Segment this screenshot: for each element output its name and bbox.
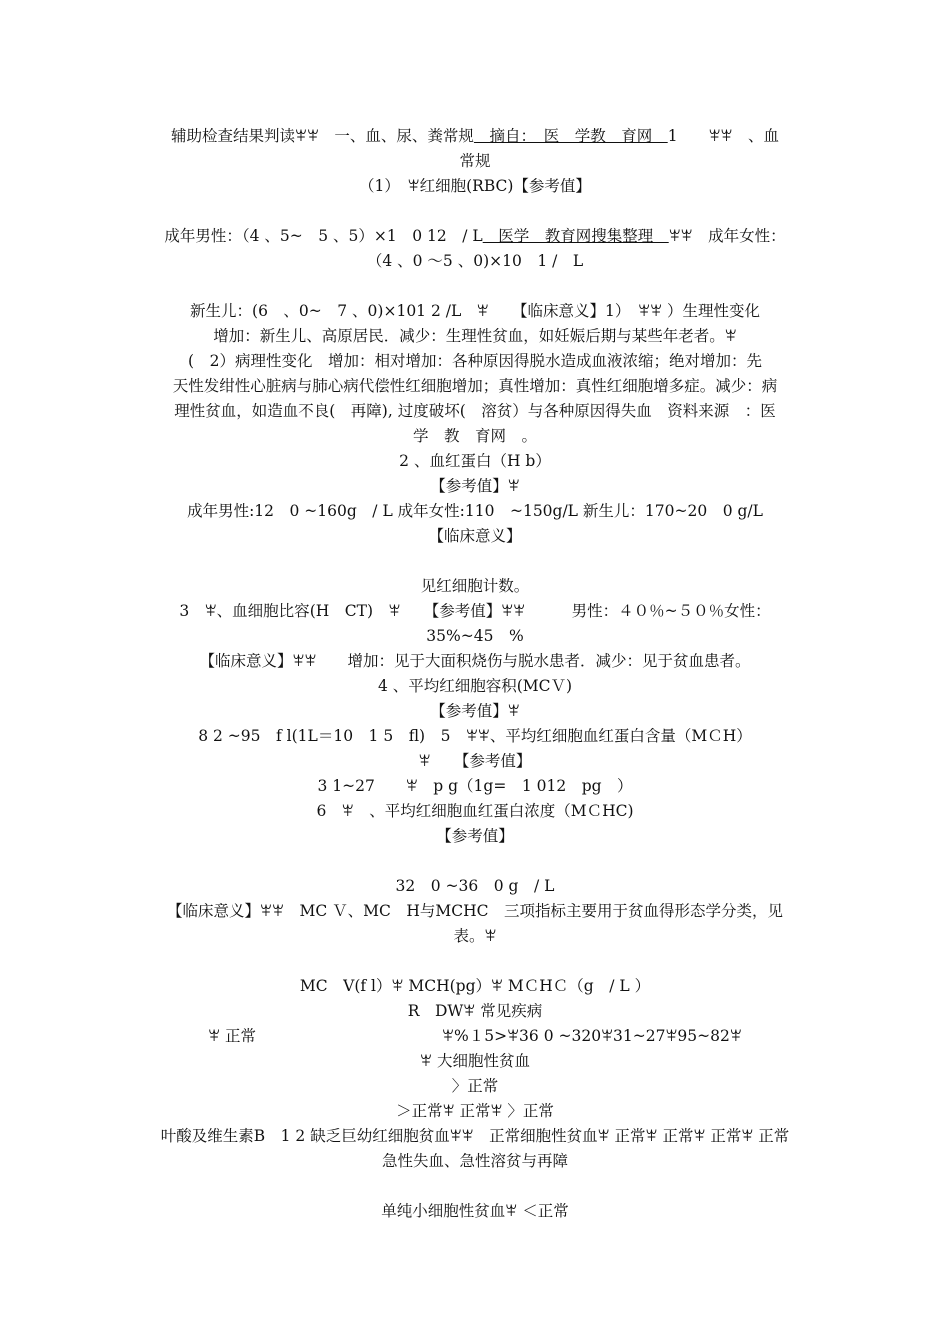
line-text: 6 ꕽ 、平均红细胞血红蛋白浓度（MＣHC) bbox=[316, 802, 634, 820]
line-text: 成年男性:12 0 ~160g / L 成年女性:110 ~150g/L 新生儿：170~20 0 g/L bbox=[187, 502, 763, 520]
line-text: 〉正常 bbox=[451, 1077, 499, 1095]
text-line-8 bbox=[140, 349, 810, 374]
text-line-30 bbox=[140, 974, 810, 999]
line-text: 学 教 育网 。 bbox=[412, 427, 537, 445]
text-line-14 bbox=[140, 499, 810, 524]
underlined-source-note: 医学 教育网搜集整理 bbox=[482, 227, 669, 245]
text-line-4 bbox=[140, 224, 810, 249]
underlined-source-note: 摘自： 医 学教 育网 bbox=[473, 127, 668, 145]
line-text-tail: ꕽꕽ 成年女性： bbox=[668, 227, 786, 245]
text-line-3 bbox=[140, 174, 810, 199]
text-line-29 bbox=[140, 924, 810, 949]
line-text: 3 1~27 ꕽ p g（1g= 1 012 pg ） bbox=[317, 777, 633, 795]
line-text: ꕽ 大细胞性贫血 bbox=[420, 1052, 530, 1070]
line-text: 见红细胞计数。 bbox=[420, 577, 530, 595]
text-line-34 bbox=[140, 1074, 810, 1099]
line-text: 新生儿：(6 、0~ 7 、0)×101 2 /L ꕽ 【临床意义】1） ꕽꕽ ）生理性变化 bbox=[190, 302, 760, 320]
text-line-12 bbox=[140, 449, 810, 474]
line-text: 增加：新生儿、高原居民．减少：生理性贫血，如妊娠后期与某些年老者。ꕽ bbox=[213, 327, 737, 345]
line-text: 【参考值】ꕽ bbox=[430, 477, 520, 495]
line-text: ꕽ 正常 ꕽ%１5>ꕽ36 0 ~320ꕽ31~27ꕽ95~82ꕽ bbox=[208, 1027, 742, 1045]
text-line-25 bbox=[140, 799, 810, 824]
line-text: 3 ꕽ、血细胞比容(H CT) ꕽ 【参考值】ꕽꕽ 男性：４０％~５０％女性： bbox=[179, 602, 771, 620]
line-text: 2 、血红蛋白（H b） bbox=[399, 452, 551, 470]
text-line-19 bbox=[140, 649, 810, 674]
text-line-33 bbox=[140, 1049, 810, 1074]
line-text: MC V(f l）ꕽ MCH(pg）ꕽ MＣHＣ（g / L ） bbox=[299, 977, 651, 995]
text-line-9 bbox=[140, 374, 810, 399]
text-line-13 bbox=[140, 474, 810, 499]
text-line-7 bbox=[140, 324, 810, 349]
line-text: 【临床意义】 bbox=[428, 527, 522, 545]
text-line-27 bbox=[140, 874, 810, 899]
line-text: 天性发绀性心脏病与肺心病代偿性红细胞增加；真性增加：真性红细胞增多症。减少：病 bbox=[172, 377, 778, 395]
text-line-22 bbox=[140, 724, 810, 749]
line-text: 成年男性：（4 、5~ 5 、5）×1 0 12 / L bbox=[164, 227, 483, 245]
line-text: 理性贫血，如造血不良( 再障), 过度破坏( 溶贫）与各种原因得失血 资料来源 ：医 bbox=[174, 402, 776, 420]
text-line-6 bbox=[140, 299, 810, 324]
text-line-21 bbox=[140, 699, 810, 724]
text-line-10 bbox=[140, 399, 810, 424]
text-line-23 bbox=[140, 749, 810, 774]
line-text: 【参考值】ꕽ bbox=[430, 702, 520, 720]
line-text: 常规 bbox=[459, 152, 491, 170]
text-line-16 bbox=[140, 574, 810, 599]
text-line-32 bbox=[140, 1024, 810, 1049]
line-text: 4 、平均红细胞容积(MCＶ) bbox=[377, 677, 573, 695]
line-text: ＞正常ꕽ 正常ꕽ 〉正常 bbox=[396, 1102, 554, 1120]
line-text: ꕽ 【参考值】 bbox=[418, 752, 532, 770]
text-line-15 bbox=[140, 524, 810, 549]
line-text: ( 2）病理性变化 增加：相对增加：各种原因得脱水造成血液浓缩；绝对增加：先 bbox=[188, 352, 762, 370]
line-text: 32 0 ~36 0 g / L bbox=[395, 877, 555, 895]
line-text-tail: 1 ꕽꕽ 、血 bbox=[667, 127, 779, 145]
line-text: 急性失血、急性溶贫与再障 bbox=[381, 1152, 568, 1170]
text-line-37 bbox=[140, 1149, 810, 1174]
text-line-38 bbox=[140, 1199, 810, 1224]
line-text: 单纯小细胞性贫血ꕽ ＜正常 bbox=[381, 1202, 569, 1220]
line-text: 【临床意义】ꕽꕽ 增加：见于大面积烧伤与脱水患者．减少：见于贫血患者。 bbox=[199, 652, 751, 670]
text-line-17 bbox=[140, 599, 810, 624]
line-text: 8 2 ~95 f l(1L＝10 1 5 fl) 5 ꕽꕽ、平均红细胞血红蛋白含量（MＣH） bbox=[198, 727, 752, 745]
line-text: R DWꕽ 常见疾病 bbox=[407, 1002, 543, 1020]
text-line-24 bbox=[140, 774, 810, 799]
text-line-1 bbox=[140, 124, 810, 149]
line-text: 【参考值】 bbox=[436, 827, 514, 845]
text-line-35 bbox=[140, 1099, 810, 1124]
text-line-36 bbox=[140, 1124, 810, 1149]
text-line-11 bbox=[140, 424, 810, 449]
text-line-20 bbox=[140, 674, 810, 699]
line-text: 表。ꕽ bbox=[453, 927, 497, 945]
line-text: 辅助检查结果判读ꕽꕽ 一、血、尿、粪常规 bbox=[171, 127, 474, 145]
text-line-31 bbox=[140, 999, 810, 1024]
line-text: （1） ꕽ红细胞(RBC)【参考值】 bbox=[359, 177, 591, 195]
line-text: 【临床意义】ꕽꕽ MC Ｖ、MC H与MCHC 三项指标主要用于贫血得形态学分类，见 bbox=[167, 902, 783, 920]
text-line-18 bbox=[140, 624, 810, 649]
text-line-5 bbox=[140, 249, 810, 274]
line-text: 35%~45 % bbox=[426, 627, 524, 645]
text-line-26 bbox=[140, 824, 810, 849]
text-line-28 bbox=[140, 899, 810, 924]
line-text: 叶酸及维生素B 1 2 缺乏巨幼红细胞贫血ꕽꕽ 正常细胞性贫血ꕽ 正常ꕽ 正常ꕽ 正常ꕽ 正常 bbox=[160, 1127, 790, 1145]
line-text: （4 、0 ～5 、0)×10 1 / L bbox=[366, 252, 584, 270]
text-line-2 bbox=[140, 149, 810, 174]
